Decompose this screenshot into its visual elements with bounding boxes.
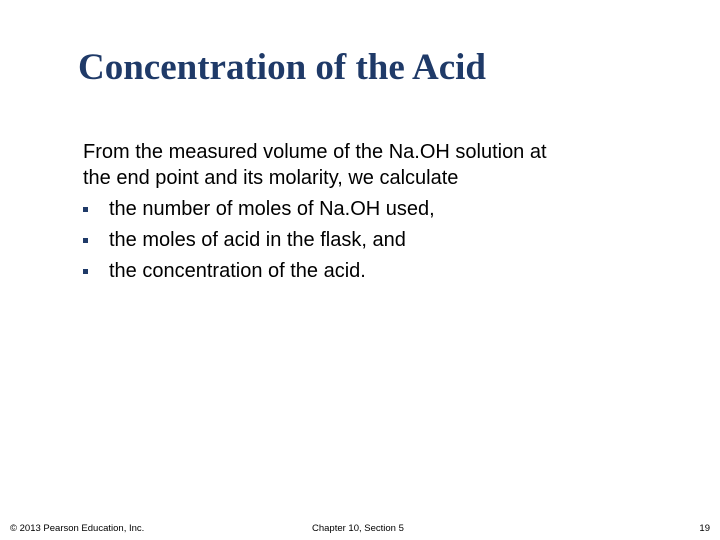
bullet-item (83, 196, 683, 222)
slide-title: Concentration of the Acid (78, 47, 486, 88)
intro-text-line-1: From the measured volume of the Na.OH solution at (83, 141, 547, 163)
bullet-text: the number of moles of Na.OH used, (109, 198, 435, 220)
bullet-list (83, 196, 683, 284)
footer-page-number: 19 (699, 523, 710, 534)
slide-body (83, 139, 683, 289)
bullet-item (83, 227, 683, 253)
square-bullet-icon (83, 238, 88, 243)
square-bullet-icon (83, 269, 88, 274)
footer-copyright: © 2013 Pearson Education, Inc. (10, 523, 145, 534)
square-bullet-icon (83, 207, 88, 212)
bullet-item (83, 258, 683, 284)
footer-chapter: Chapter 10, Section 5 (312, 523, 404, 534)
bullet-text: the moles of acid in the flask, and (109, 229, 406, 251)
intro-text-line-2: the end point and its molarity, we calculate (83, 167, 459, 189)
bullet-text: the concentration of the acid. (109, 260, 366, 282)
